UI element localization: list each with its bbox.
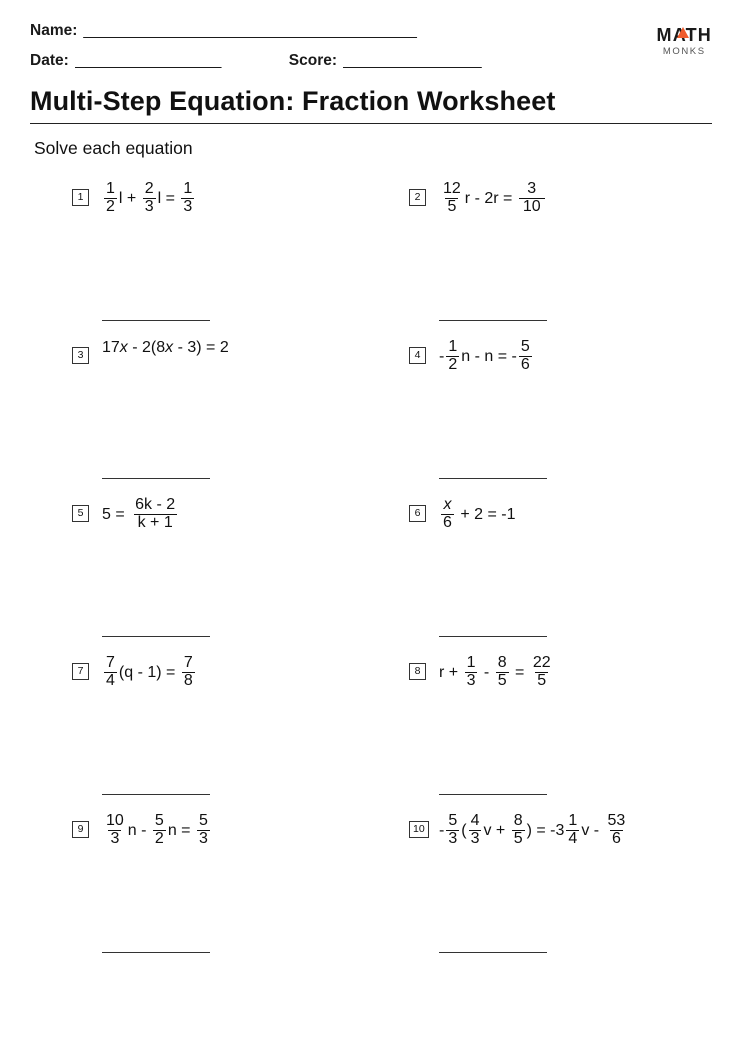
answer-line[interactable] xyxy=(102,478,210,479)
fraction: $\frac{4}{3}$ xyxy=(470,812,480,847)
equation-9: $\frac{10}{3}$ n - $\frac{5}{2}$ n = $\frac{5}{3}$ xyxy=(106,812,208,847)
problem-number: 1 xyxy=(72,189,89,206)
fraction: $\frac{x}{6}$ xyxy=(443,496,452,531)
answer-line[interactable] xyxy=(439,952,547,953)
score-blank-line[interactable]: _________________ xyxy=(343,52,482,69)
problem-10 xyxy=(371,809,712,967)
problem-4 xyxy=(371,335,712,493)
fraction: $\frac{12}{5}$ xyxy=(443,180,461,215)
fraction: $\frac{1}{4}$ xyxy=(568,812,578,847)
problem-number: 7 xyxy=(72,663,89,680)
equation-1: $\frac{1}{2}$ l + $\frac{2}{3}$ l = $\frac{1}{3}$ xyxy=(106,180,193,215)
worksheet-header xyxy=(0,0,742,78)
equation-7: $\frac{7}{4}$ (q - 1) = $\frac{7}{8}$ xyxy=(106,654,193,689)
logo-title: MATH xyxy=(656,25,712,45)
problem-number: 8 xyxy=(409,663,426,680)
answer-line[interactable] xyxy=(102,320,210,321)
fraction: $\frac{53}{6}$ xyxy=(607,812,626,847)
name-field-row xyxy=(30,22,712,40)
name-label: Name: xyxy=(30,22,78,39)
fraction: $\frac{5}{2}$ xyxy=(154,812,164,847)
problem-row xyxy=(30,177,712,335)
fraction: $\frac{3}{10}$ xyxy=(519,181,545,216)
logo-subtitle: MONKS xyxy=(662,46,706,57)
answer-line[interactable] xyxy=(439,478,547,479)
problem-number: 3 xyxy=(72,347,89,364)
answer-line[interactable] xyxy=(439,636,547,637)
date-blank-line[interactable]: __________________ xyxy=(74,52,221,69)
answer-line[interactable] xyxy=(102,794,210,795)
problem-2 xyxy=(371,177,712,335)
fraction: $\frac{7}{4}$ xyxy=(106,654,115,689)
fraction: $\frac{2}{3}$ xyxy=(144,180,154,215)
problem-grid xyxy=(0,177,742,967)
page-title: Multi-Step Equation: Fraction Worksheet xyxy=(30,86,556,116)
answer-line[interactable] xyxy=(439,794,547,795)
problem-row xyxy=(30,335,712,493)
fraction: $\frac{8}{5}$ xyxy=(513,812,523,847)
problem-7 xyxy=(30,651,371,809)
problem-number: 5 xyxy=(72,505,89,522)
fraction: $\frac{5}{3}$ xyxy=(198,812,208,847)
problem-row xyxy=(30,809,712,967)
problem-number: 2 xyxy=(409,189,426,206)
name-blank-line[interactable]: _________________________________________ xyxy=(83,22,417,39)
date-score-row xyxy=(30,52,712,70)
equation-10: - $\frac{5}{3}$ ( $\frac{4}{3}$ v + $\frac{8}{5}$ ) = -3 $\frac{1}{4}$ v - $\frac{53}{6}$ xyxy=(439,812,626,847)
fraction: $\frac{6k - 2}{k + 1}$ xyxy=(135,496,176,531)
fraction: $\frac{1}{3}$ xyxy=(183,180,193,215)
triangle-icon xyxy=(677,27,689,38)
score-label: Score: xyxy=(288,52,338,69)
problem-number: 4 xyxy=(409,347,426,364)
problem-5 xyxy=(30,493,371,651)
answer-line[interactable] xyxy=(102,952,210,953)
problem-number: 6 xyxy=(409,505,426,522)
problem-1 xyxy=(30,177,371,335)
problem-number: 9 xyxy=(72,821,89,838)
fraction: $\frac{1}{2}$ xyxy=(106,180,115,215)
equation-3: 17x - 2(8x - 3) = 2 xyxy=(102,339,229,356)
fraction: $\frac{22}{5}$ xyxy=(532,654,551,689)
problem-8 xyxy=(371,651,712,809)
equation-5: 5 = $\frac{6k - 2}{k + 1}$ xyxy=(102,493,371,532)
fraction: $\frac{5}{3}$ xyxy=(448,812,458,847)
title-divider xyxy=(30,86,712,124)
fraction: $\frac{8}{5}$ xyxy=(497,654,507,689)
equation-4: - $\frac{1}{2}$ n - n = - $\frac{5}{6}$ xyxy=(439,338,530,373)
instruction-text: Solve each equation xyxy=(34,138,193,158)
fraction: $\frac{7}{8}$ xyxy=(183,654,193,689)
fraction: $\frac{1}{2}$ xyxy=(448,338,458,373)
fraction: $\frac{1}{3}$ xyxy=(466,654,476,689)
equation-2: $\frac{12}{5}$ r - 2r = $\frac{3}{10}$ xyxy=(439,177,712,216)
answer-line[interactable] xyxy=(102,636,210,637)
fraction: $\frac{10}{3}$ xyxy=(106,812,124,847)
equation-8: r + $\frac{1}{3}$ - $\frac{8}{5}$ = $\frac{22}{5}$ xyxy=(439,654,551,689)
problem-row xyxy=(30,493,712,651)
problem-row xyxy=(30,651,712,809)
fraction: $\frac{5}{6}$ xyxy=(520,338,530,373)
math-monks-logo xyxy=(657,26,712,57)
problem-9 xyxy=(30,809,371,967)
answer-line[interactable] xyxy=(439,320,547,321)
problem-6 xyxy=(371,493,712,651)
equation-6: $\frac{x}{6}$ + 2 = -1 xyxy=(443,496,516,531)
problem-3 xyxy=(30,335,371,493)
date-label: Date: xyxy=(30,52,69,69)
problem-number: 10 xyxy=(409,821,429,838)
